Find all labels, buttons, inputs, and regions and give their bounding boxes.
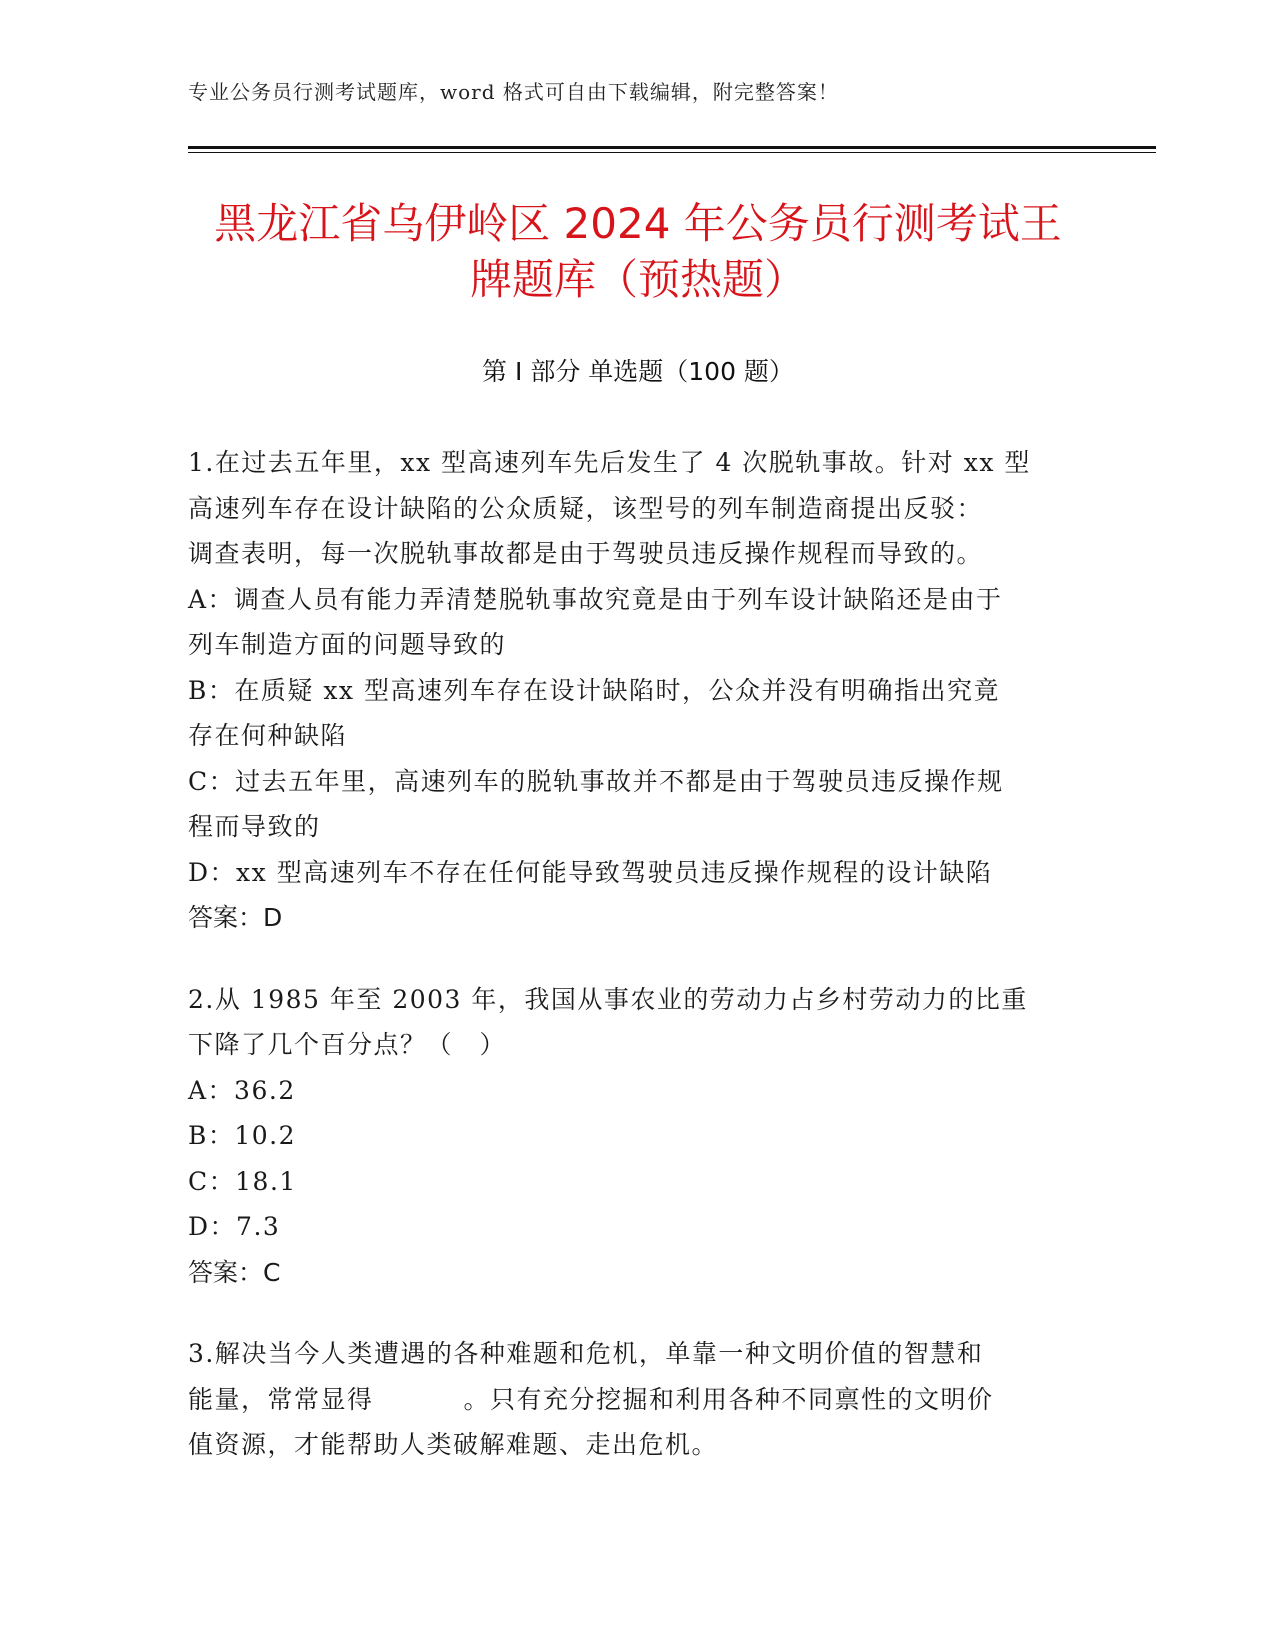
- answer-label: 答案：D: [188, 903, 283, 932]
- stem-before-blank: 能量，常常显得: [188, 1384, 374, 1414]
- question-stem-line: 2.从 1985 年至 2003 年，我国从事农业的劳动力占乡村劳动力的比重: [188, 984, 1028, 1014]
- section-title: 第 I 部分 单选题（100 题）: [482, 357, 794, 386]
- question-stem-line: 下降了几个百分点？（ ）: [188, 1030, 507, 1059]
- question-3: [188, 1331, 1088, 1468]
- title-line-1: 黑龙江省乌伊岭区 2024 年公务员行测考试王: [214, 199, 1062, 248]
- option-d-line: D：7.3: [188, 1212, 281, 1241]
- option-c-line: C：18.1: [188, 1166, 297, 1196]
- question-stem-line: [188, 1377, 1088, 1423]
- answer-label: 答案：C: [188, 1257, 281, 1287]
- stem-after-blank: 。只有充分挖掘和利用各种不同禀性的文明价: [463, 1384, 994, 1414]
- question-stem-line: 3.解决当今人类遭遇的各种难题和危机，单靠一种文明价值的智慧和: [188, 1339, 984, 1368]
- title-line-2: 牌题库（预热题）: [469, 255, 806, 304]
- option-b-line: 存在何种缺陷: [188, 721, 348, 750]
- question-stem-line: 值资源，才能帮助人类破解难题、走出危机。: [188, 1430, 719, 1459]
- document-title: [188, 196, 1088, 308]
- question-stem-line: 调查表明，每一次脱轨事故都是由于驾驶员违反操作规程而导致的。: [188, 539, 984, 568]
- question-stem-line: 1.在过去五年里，xx 型高速列车先后发生了 4 次脱轨事故。针对 xx 型: [188, 448, 1031, 477]
- option-a-line: A：调查人员有能力弄清楚脱轨事故究竟是由于列车设计缺陷还是由于: [188, 584, 1003, 614]
- option-a-line: A：36.2: [188, 1075, 296, 1105]
- option-d-line: D：xx 型高速列车不存在任何能导致驾驶员违反操作规程的设计缺陷: [188, 857, 993, 887]
- question-1: [188, 440, 1088, 941]
- header-rule-thick: [188, 146, 1156, 149]
- option-c-line: 程而导致的: [188, 812, 321, 841]
- question-2: [188, 977, 1088, 1296]
- option-b-line: B：10.2: [188, 1121, 297, 1150]
- option-c-line: C：过去五年里，高速列车的脱轨事故并不都是由于驾驶员违反操作规: [188, 766, 1004, 796]
- page-header-text: 专业公务员行测考试题库，word 格式可自由下载编辑，附完整答案！: [188, 80, 839, 104]
- option-a-line: 列车制造方面的问题导致的: [188, 630, 507, 659]
- question-stem-line: 高速列车存在设计缺陷的公众质疑，该型号的列车制造商提出反驳：: [188, 493, 984, 523]
- option-b-line: B：在质疑 xx 型高速列车存在设计缺陷时，公众并没有明确指出究竟: [188, 675, 1000, 705]
- header-rule-thin: [188, 152, 1156, 153]
- question-list: [188, 440, 1088, 1504]
